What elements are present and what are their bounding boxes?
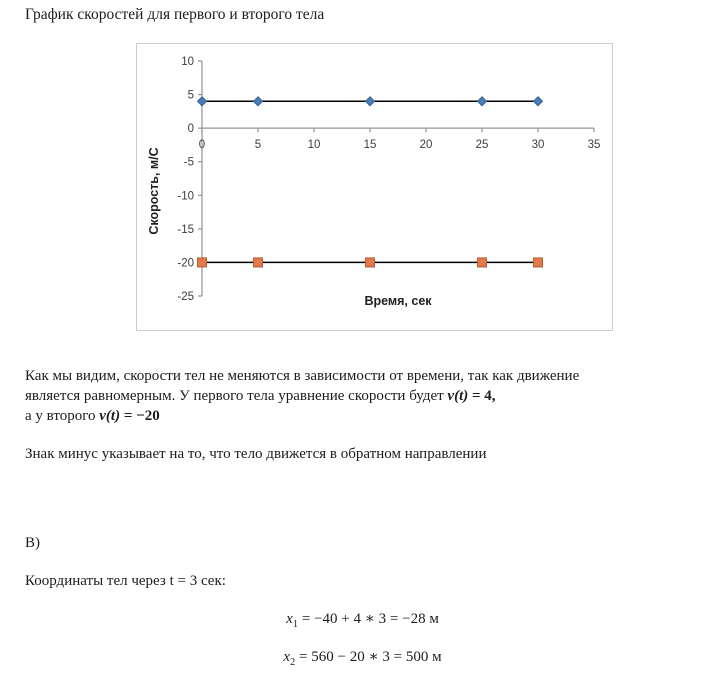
series-1-marker	[478, 97, 487, 106]
velocity-equation-1-func: v(t)	[447, 388, 469, 404]
series-2-marker	[478, 258, 487, 267]
velocity-chart	[136, 43, 613, 331]
svg-text:20: 20	[419, 139, 433, 152]
chart-svg	[137, 44, 612, 330]
formula-x1	[0, 609, 725, 630]
document-title: График скоростей для первого и второго тела	[25, 6, 325, 23]
series-2-marker	[198, 258, 207, 267]
minus-sign-note: Знак минус указывает на то, что тело движется в обратном направлении	[25, 446, 487, 462]
svg-text:10: 10	[307, 139, 321, 152]
svg-text:0: 0	[187, 123, 194, 136]
formula-x1-var: x	[286, 611, 293, 627]
series-1-marker	[254, 97, 263, 106]
series-2-marker	[254, 258, 263, 267]
series-1-marker	[198, 97, 207, 106]
svg-text:30: 30	[531, 139, 545, 152]
svg-text:0: 0	[198, 139, 206, 152]
svg-text:25: 25	[475, 139, 489, 152]
analysis-line3: а у второго	[25, 408, 100, 424]
series-2-marker	[366, 258, 375, 267]
analysis-paragraph	[25, 366, 710, 426]
series-1-marker	[366, 97, 375, 106]
formula-x1-expr: = −40 + 4 ∗ 3 = −28 м	[298, 611, 439, 627]
svg-text:5: 5	[254, 139, 262, 152]
svg-text:-20: -20	[177, 257, 194, 270]
series-2	[198, 258, 543, 267]
formula-x1-sub: 1	[292, 619, 299, 630]
series-1-marker	[534, 97, 543, 106]
series-1	[198, 97, 543, 106]
formula-x2-sub: 2	[290, 657, 296, 668]
analysis-line1: Как мы видим, скорости тел не меняются в зависимости от времени, так как движение	[25, 368, 580, 384]
svg-text:15: 15	[363, 139, 377, 152]
coordinates-intro: Координаты тел через t = 3 сек:	[25, 573, 226, 589]
analysis-line2: является равномерным. У первого тела уравнение скорости будет	[25, 388, 448, 404]
velocity-equation-1-value: = 4,	[468, 388, 496, 404]
svg-text:5: 5	[187, 89, 194, 102]
x-axis	[199, 128, 601, 151]
formula-x2-var: x	[283, 649, 291, 665]
svg-text:10: 10	[181, 56, 194, 68]
svg-text:-25: -25	[177, 291, 194, 303]
formula-x2	[0, 647, 725, 668]
velocity-equation-2-value: = −20	[120, 408, 160, 424]
formula-x2-expr: = 560 − 20 ∗ 3 = 500 м	[295, 649, 442, 665]
svg-text:-10: -10	[177, 190, 194, 203]
x-axis-title: Время, сек	[364, 294, 432, 308]
svg-text:35: 35	[587, 139, 601, 152]
y-axis-title: Скорость, м/С	[147, 147, 161, 235]
svg-text:-15: -15	[177, 223, 194, 236]
series-2-marker	[534, 258, 543, 267]
velocity-equation-2-func: v(t)	[99, 408, 121, 424]
svg-text:-5: -5	[183, 156, 194, 169]
section-label: В)	[25, 535, 40, 551]
